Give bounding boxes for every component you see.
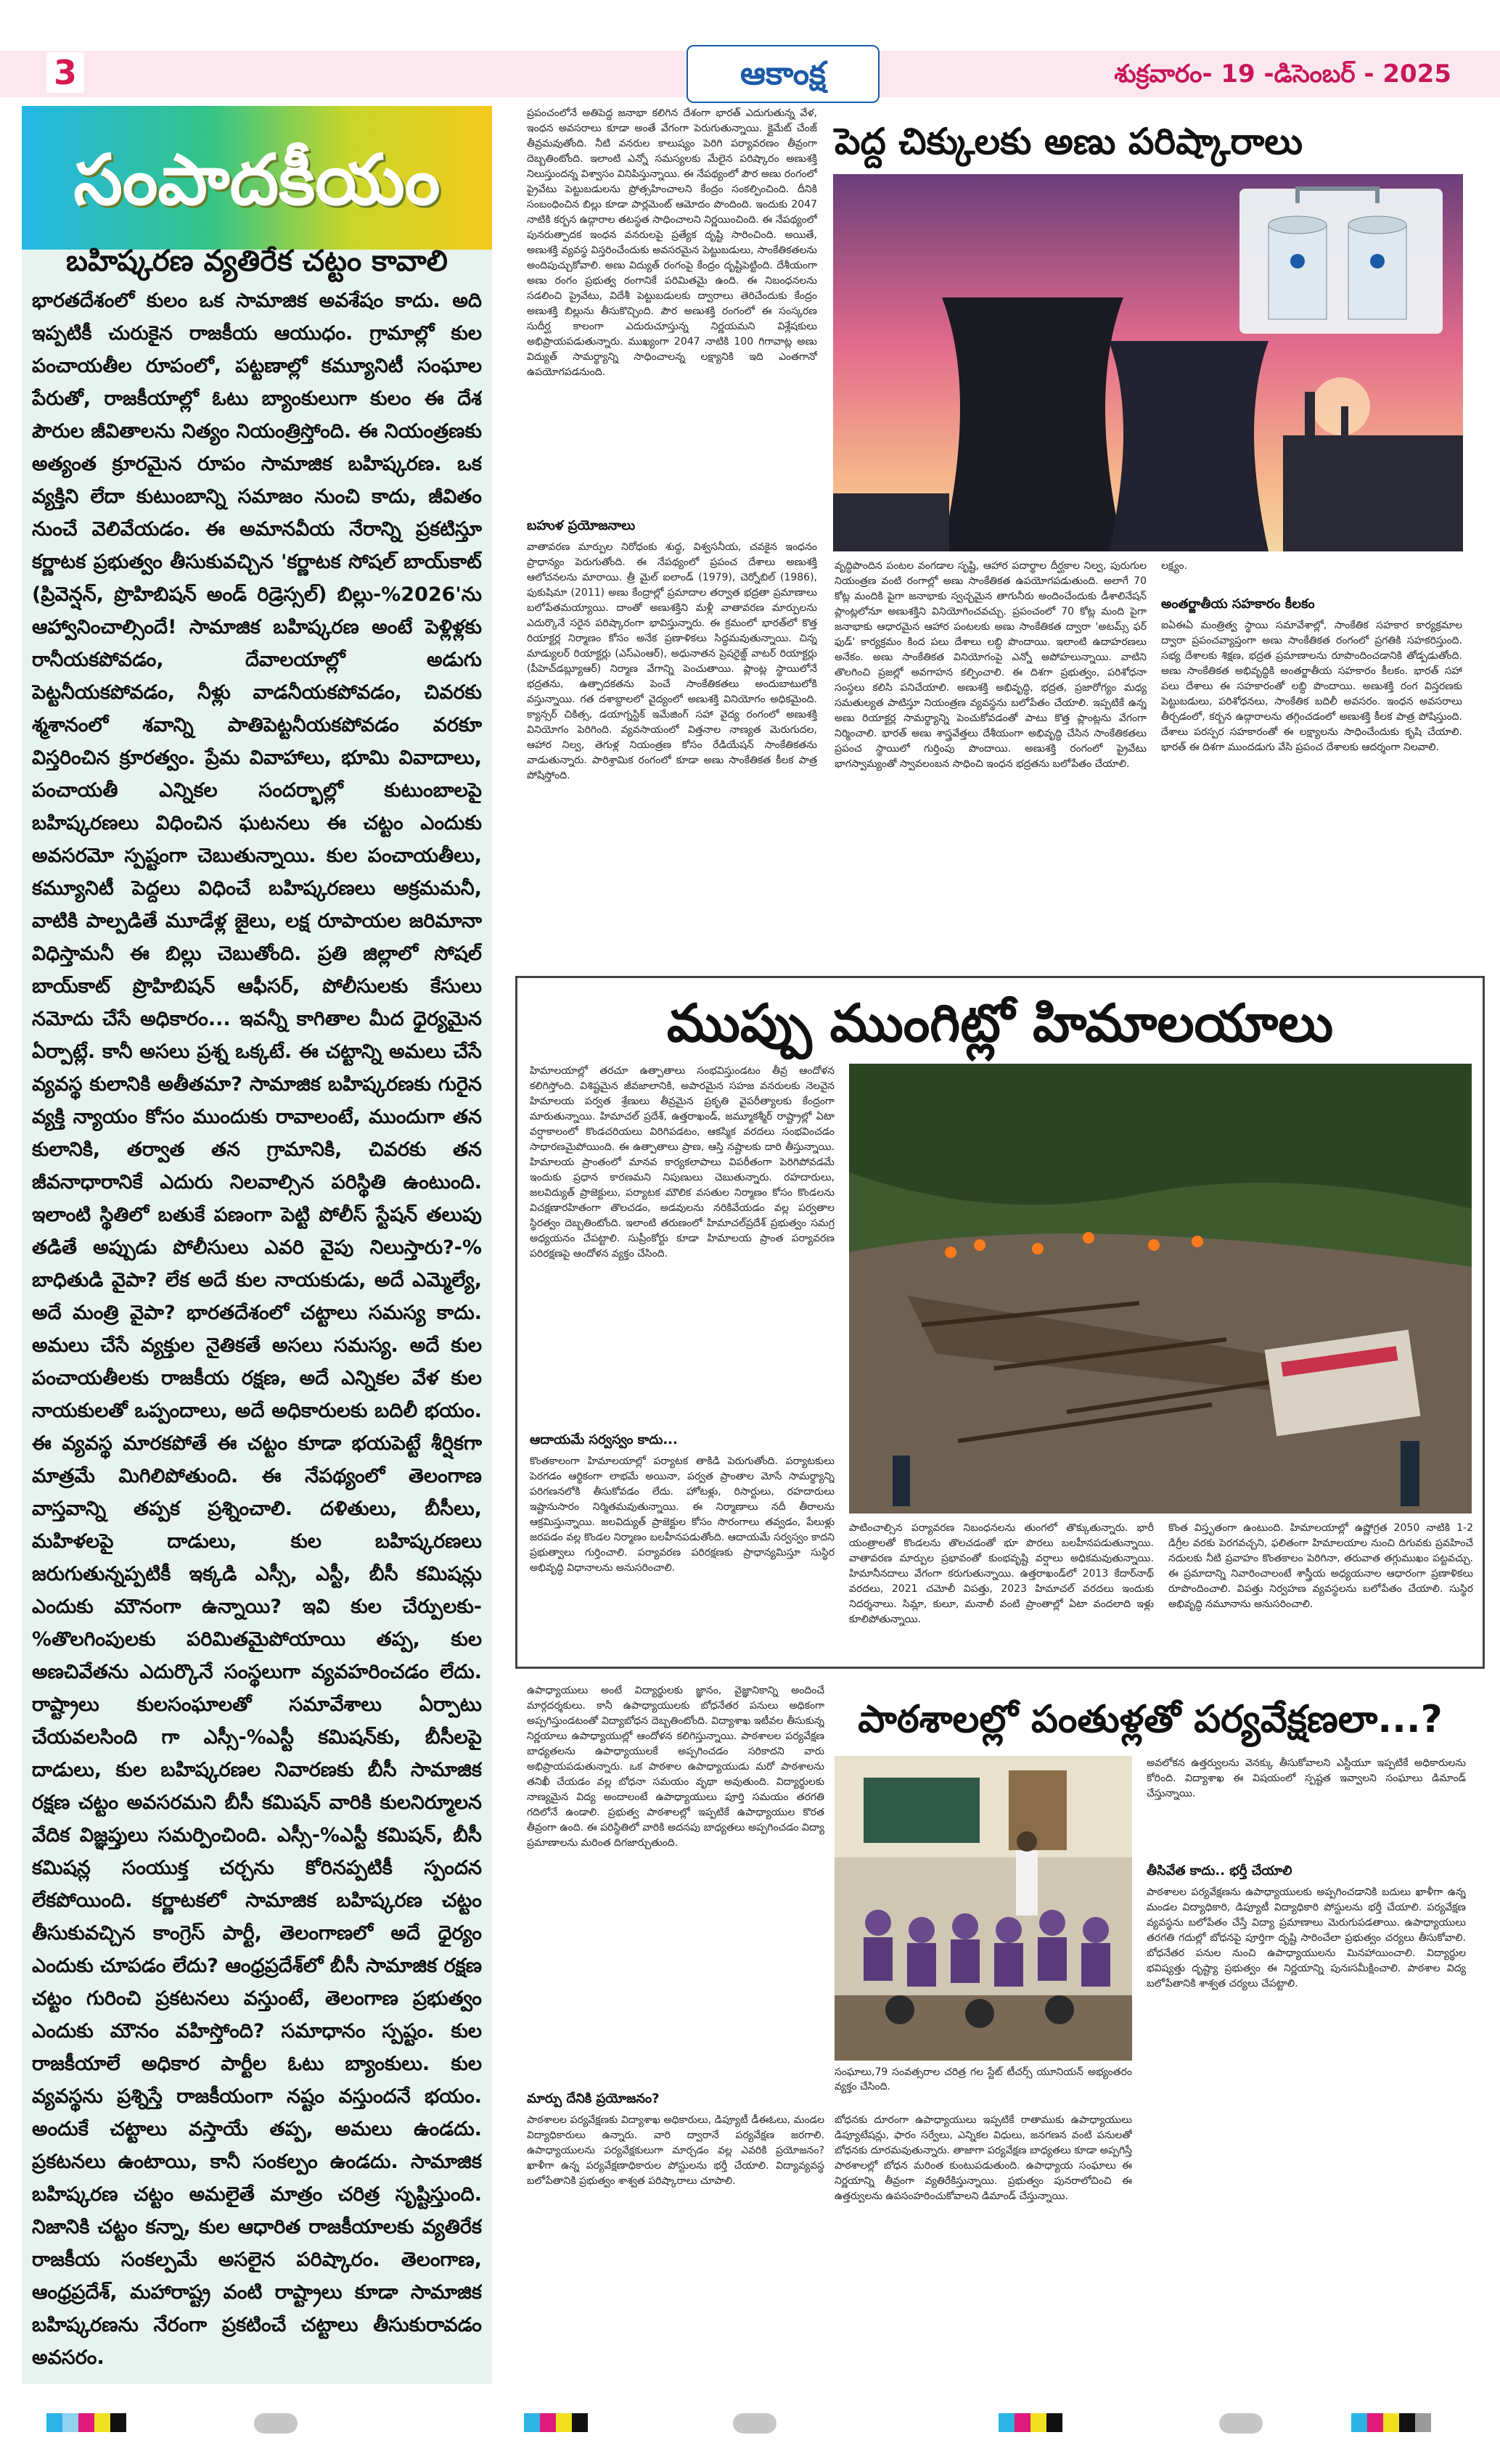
masthead-logo: ఆకాంక్ష (687, 45, 880, 103)
article3-body-right-top: అవలోకన ఉత్తర్వులను వెనక్కు తీసుకోవాలని ఎస్టీయూ ఇప్పటికే అధికారులను కోరింది. విద్యాశాఖ ఈ విషయంలో స్పష్టత ఇవ్వాలని సంఘాలు డిమాండ్ చేస్తున్నాయి. (1147, 1757, 1466, 1799)
print-mark (94, 2413, 110, 2432)
editorial-banner-title: సంపాదకీయం (73, 139, 440, 221)
article2-body-mid: పాటించాల్సిన పర్యావరణ నిబంధనలను తుంగలో తొక్కుతున్నారు. భారీ యంత్రాలతో కొండలను తొలచడంతో భూ పొరలు బలహీనపడుతున్నాయి. వాతావరణ మార్పుల ప్రభావంతో కుంభవృష్టి వర్షాలు అధికమవుతున్నాయి. హిమానీనదాలు వేగంగా కరుగుతున్నాయి. ఉత్తరాఖండ్‌లో 2013 కేదార్‌నాథ్ వరదలు, 2021 చమోలీ విపత్తు, 2023 హిమాచల్ వరదలు ఇందుకు నిదర్శనాలు. సిమ్లా, కులూ, మనాలీ వంటి ప్రాంతాల్లో ఏటా వందలాది ఇళ్లు కూలిపోతున్నాయి. (849, 1522, 1154, 1625)
print-mark (540, 2413, 556, 2432)
article2-headline: ముప్పు ముంగిట్లో హిమాలయాలు (666, 993, 1334, 1054)
print-oval (1219, 2413, 1263, 2434)
article1-photo-nuclear-plant (833, 174, 1463, 551)
article1-subhead-right: అంతర్జాతీయ సహకారం కీలకం (1161, 596, 1315, 612)
print-oval (733, 2413, 776, 2434)
article2-photo-landslide (849, 1064, 1472, 1514)
article3-body-left: ఉపాధ్యాయులు అంటే విద్యార్థులకు జ్ఞానం, వైజ్ఞానికాన్ని అందించే మార్గదర్శకులు. కానీ ఉపాధ్యాయులకు బోధనేతర పనులు అధికంగా అప్పగిస్తుండటంతో విద్యాబోధన దెబ్బతింటోంది. విద్యాశాఖ ఇటీవల తీసుకున్న నిర్ణయాలు ఉపాధ్యాయుల్లో ఆందోళన కలిగిస్తున్నాయి. పాఠశాలల పర్యవేక్షణ బాధ్యతలను ఉపాధ్యాయులకే అప్పగించడం సరికాదని వారు అభిప్రాయపడుతున్నారు. ఒక పాఠశాల ఉపాధ్యాయుడు మరో పాఠశాలను తనిఖీ చేయడం వల్ల బోధనా సమయం వృథా అవుతుంది. విద్యార్థులకు నాణ్యమైన విద్య అందాలంటే ఉపాధ్యాయులు పూర్తి సమయం తరగతి గదిలోనే ఉండాలి. ప్రభుత్వ పాఠశాలల్లో ఇప్పటికే ఉపాధ్యాయుల కొరత తీవ్రంగా ఉంది. ఈ పరిస్థితిలో వారికి అదనపు బాధ్యతలు అప్పగించడం విద్యా ప్రమాణాలను మరింత దిగజార్చుతుంది. (527, 1685, 824, 1849)
print-mark (110, 2413, 126, 2432)
article1-body-mid: వృద్ధిపొందిన పంటల వంగడాల సృష్టి, ఆహార పదార్థాల దీర్ఘకాల నిల్వ, పురుగుల నియంత్రణ వంటి రంగాల్లో అణు సాంకేతికత ఉపయోగపడుతుంది. అలాగే 70 కోట్ల మందికి పైగా జనాభాకు స్వచ్ఛమైన తాగునీరు అందించేందుకు డీశాలినేషన్ ప్లాంట్లలోనూ అణుశక్తిని వినియోగించవచ్చు. ప్రపంచంలో 70 కోట్ల మంది పైగా జనాభాకు ఆధారమైన ఆహార పంటలకు అణు సాంకేతికత ద్వారా 'అటమ్స్ ఫర్ ఫుడ్' కార్యక్రమం కింద పలు దేశాలు లబ్ధి పొందాయి. ఇలాంటి ఉదాహరణలు అనేకం. అణు సాంకేతికత వినియోగంపై ఎన్నో అపోహలున్నాయి. వాటిని తొలగించి ప్రజల్లో అవగాహన కల్పించాలి. ఈ దిశగా ప్రభుత్వం, పరిశోధనా సంస్థలు కలిసి పనిచేయాలి. అణుశక్తి అభివృద్ధి, భద్రత, ప్రజారోగ్యం మధ్య సమతుల్యత పాటిస్తూ నియంత్రణ వ్యవస్థను బలోపేతం చేయాలి. ఇప్పటికే ఉన్న అణు రియాక్టర్ల సామర్థ్యాన్ని పెంచుకోవడంతో పాటు కొత్త ప్లాంట్లను వేగంగా నిర్మించాలి. భారత్ అణు శాస్త్రవేత్తలు దేశీయంగా అభివృద్ధి చేసిన సాంకేతికతలు ప్రపంచ స్థాయిలో గుర్తింపు పొందాయి. అణుశక్తి రంగంలో ప్రైవేటు భాగస్వామ్యంతో స్వావలంబన సాధించి ఇంధన భద్రతను బలోపేతం చేయాలి. (835, 560, 1147, 770)
article3-headline: పాఠశాలల్లో పంతుళ్లతో పర్యవేక్షణలా...? (858, 1698, 1443, 1741)
article2-subhead-left: ఆదాయమే సర్వస్వం కాదు... (530, 1432, 678, 1447)
article1-body-left-2: వాతావరణ మార్పుల నిరోధంకు శుద్ధ, విశ్వసనీయ, చవకైన ఇంధనం ప్రాధాన్యం పెరుగుతోంది. ఈ నేపథ్యంలో ప్రపంచ దేశాలు అణుశక్తి ఆలోచనలను మారాయి. త్రీ మైల్ ఐలాండ్ (1979), చెర్నోబిల్ (1986), ఫుకుషిమా (2011) అణు కేంద్రాల్లో ప్రమాదాల తర్వాత భద్రతా ప్రమాణాలు బలోపేతమయ్యాయి. దాంతో అణుశక్తిని మళ్లీ వాతావరణ మార్పులను ఎదుర్కొనే సరైన పరిష్కారంగా భావిస్తున్నారు. ఈ క్రమంలో భారత్‌లో కొత్త రియాక్టర్ల నిర్మాణం కోసం అనేక ప్రణాళికలు సిద్ధమవుతున్నాయి. చిన్న మాడ్యులర్ రియాక్టర్లు (ఎస్ఎంఆర్), అధునాతన ప్రెషరైజ్డ్ వాటర్ రియాక్టర్లు (పీహెచ్‌డబ్ల్యూఆర్) నిర్మాణ వేగాన్ని పెంచుతాయి. ప్లాంట్ల స్థాయిలోనే భద్రతను, ఉత్పాదకతను పెంచే సాంకేతికతలు అందుబాటులోకి వస్తున్నాయి. గత దశాబ్దాలలో వైద్యంలో అణుశక్తి వినియోగం అధికమైంది. క్యాన్సర్ చికిత్స, డయాగ్నస్టిక్ ఇమేజింగ్ సహా వైద్య రంగంలో అణుశక్తి వినియోగం పెరిగింది. వ్యవసాయంలో విత్తనాల నాణ్యత మెరుగుదల, ఆహార నిల్వ, తెగుళ్ల నియంత్రణ కోసం రేడియేషన్ సాంకేతికతను వాడుతున్నారు. పారిశ్రామిక రంగంలో కూడా అణు సాంకేతికత కీలక పాత్ర పోషిస్తోంది. (527, 541, 817, 781)
print-mark (572, 2413, 588, 2432)
article1-body-left: ప్రపంచంలోనే అతిపెద్ద జనాభా కలిగిన దేశంగా భారత్ ఎదుగుతున్న వేళ, ఇంధన అవసరాలు కూడా అంతే వేగంగా పెరుగుతున్నాయి. క్లైమేట్ చేంజ్ తీవ్రమవుతోంది. నీటి వనరుల కాలుష్యం పెరిగి పర్యావరణం తీవ్రంగా దెబ్బతింటోంది. ఇలాంటి ఎన్నో సమస్యలకు మేలైన పరిష్కారం అణుశక్తి నిలుస్తుందన్న విశ్వాసం వినిపిస్తున్నాయి. ఈ నేపథ్యంలో పౌర అణు రంగంలో ప్రైవేటు పెట్టుబడులను ప్రోత్సహించాలని కేంద్రం సంకల్పించింది. దీనికి సంబంధించిన బిల్లు కూడా పార్లమెంట్ ఆమోదం పొందింది. ఇందుకు 2047 నాటికి కర్బన ఉద్గారాల తటస్థత సాధించాలని నిర్ణయించింది. ఈ నేపథ్యంలో పునరుత్పాదక ఇంధన వనరులపై ప్రత్యేక దృష్టి సారించింది. అయితే, అణుశక్తి వ్యవస్థ విస్తరించేందుకు అవసరమైన పెట్టుబడులు, సాంకేతికతలను అందిపుచ్చుకోవాలి. అణు విద్యుత్ రంగంపై కేంద్రం దృష్టిపెట్టింది. దేశీయంగా అణు రంగం ప్రభుత్వ రంగానికే పరిమితమై ఉంది. ఈ నిబంధనలను సడలించి ప్రైవేటు, విదేశీ పెట్టుబడులకు ద్వారాలు తెరిచేందుకు కేంద్రం అణుశక్తి బిల్లును తీసుకొచ్చింది. పౌర అణుశక్తి రంగంలో ఈ సంస్కరణ సుదీర్ఘ కాలంగా ఎదురుచూస్తున్న నిర్ణయమని విశ్లేషకులు అభిప్రాయపడుతున్నారు. ముఖ్యంగా 2047 నాటికి 100 గిగావాట్ల అణు విద్యుత్ సామర్థ్యాన్ని సాధించాలన్న లక్ష్యానికి ఇది ఎంతగానో ఉపయోగపడనుంది. (527, 107, 817, 378)
print-mark (556, 2413, 572, 2432)
print-mark (999, 2413, 1015, 2432)
article3-subhead-right: తీసివేత కాదు.. భర్తీ చేయాలి (1147, 1863, 1292, 1878)
editorial-subhead: బహిష్కరణ వ్యతిరేక చట్టం కావాలి (66, 245, 448, 278)
print-oval (254, 2413, 298, 2434)
dateline: శుక్రవారం- 19 -డిసెంబర్ - 2025 (1114, 59, 1451, 89)
article3-photo-classroom (835, 1756, 1132, 2061)
editorial-body: భారతదేశంలో కులం ఒక సామాజిక అవశేషం కాదు. అది ఇప్పటికీ చురుకైన రాజకీయ ఆయుధం. గ్రామాల్లో కుల పంచాయతీల రూపంలో, పట్టణాల్లో కమ్యూనిటీ సంఘాల పేరుతో, రాజకీయాల్లో ఓటు బ్యాంకులుగా కులం ఈ దేశ పౌరుల జీవితాలను నిత్యం నియంత్రిస్తోంది. ఈ నియంత్రణకు అత్యంత క్రూరమైన రూపం సామాజిక బహిష్కరణ. ఒక వ్యక్తిని లేదా కుటుంబాన్ని సమాజం నుంచి కాదు, జీవితం నుంచే వెలివేయడం. ఈ అమానవీయ నేరాన్ని ప్రకటిస్తూ కర్ణాటక ప్రభుత్వం తీసుకువచ్చిన 'కర్ణాటక సోషల్ బాయ్‌కాట్ (ప్రివెన్షన్, ప్రొహిబిషన్ అండ్ రిడ్రెస్సల్) బిల్లు-%2026'ను ఆహ్వానించాల్సిందే! సామాజిక బహిష్కరణ అంటే పెళ్లిళ్లకు రానీయకపోవడం, దేవాలయాల్లో అడుగు పెట్టనీయకపోవడం, నీళ్లు వాడనీయకపోవడం, చివరకు శ్మశానంలో శవాన్ని పాతిపెట్టనీయకపోవడం వరకూ విస్తరించిన క్రూరత్వం. ప్రేమ వివాహాలు, భూమి వివాదాలు, పంచాయతీ ఎన్నికల సందర్భాల్లో కుటుంబాలపై బహిష్కరణలు విధించిన ఘటనలు ఈ చట్టం ఎందుకు అవసరమో స్పష్టంగా చెబుతున్నాయి. కుల పంచాయతీలు, కమ్యూనిటీ పెద్దలు విధించే బహిష్కరణలు అక్రమమనీ, వాటికి పాల్పడితే మూడేళ్ల జైలు, లక్ష రూపాయల జరిమానా విధిస్తామనీ ఈ బిల్లు చెబుతోంది. ప్రతి జిల్లాలో సోషల్ బాయ్‌కాట్ ప్రొహిబిషన్ ఆఫీసర్, పోలీసులకు కేసులు నమోదు చేసే అధికారం... ఇవన్నీ కాగితాల మీద ధైర్యమైన ఏర్పాట్లే. కానీ అసలు ప్రశ్న ఒక్కటే. ఈ చట్టాన్ని అమలు చేసే వ్యవస్థ కులానికి అతీతమా? సామాజిక బహిష్కరణకు గురైన వ్యక్తి న్యాయం కోసం ముందుకు రావాలంటే, ముందుగా తన కులానికి, తర్వాత తన గ్రామానికి, చివరకు తన జీవనాధారానికే ఎదురు నిలవాల్సిన పరిస్థితి ఉంటుంది. ఇలాంటి స్థితిలో బతుకే పణంగా పెట్టి పోలీస్ స్టేషన్ తలుపు తడితే అప్పుడు పోలీసులు ఎవరి వైపు నిలుస్తారు?-% బాధితుడి వైపా? లేక అదే కుల నాయకుడు, అదే ఎమ్మెల్యే, అదే మంత్రి వైపా? భారతదేశంలో చట్టాలు సమస్య కాదు. అమలు చేసే వ్యక్తుల నైతికతే అసలు సమస్య. అదే కుల పంచాయతీలకు రాజకీయ రక్షణ, అదే ఎన్నికల వేళ కుల నాయకులతో ఒప్పందాలు, అదే అధికారులకు బదిలీ భయం. ఈ వ్యవస్థ మారకపోతే ఈ చట్టం కూడా భయపెట్టే శీర్షికగా మాత్రమే మిగిలిపోతుంది. ఈ నేపథ్యంలో తెలంగాణ వాస్తవాన్ని తప్పక ప్రశ్నించాలి. దళితులు, బీసీలు, మహిళలపై దాడులు, కుల బహిష్కరణలు జరుగుతున్నప్పటికీ ఇక్కడి ఎస్సీ, ఎస్టీ, బీసీ కమిషన్లు ఎందుకు మౌనంగా ఉన్నాయి? ఇవి కుల చేర్పులకు-%తొలగింపులకు పరిమితమైపోయాయి తప్ప, కుల అణచివేతను ఎదుర్కొనే సంస్థలుగా వ్యవహరించడం లేదు. రాష్ట్రాలు కులసంఘాలతో సమావేశాలు ఏర్పాటు చేయవలసింది గా ఎస్సీ-%ఎస్టీ కమిషన్‌కు, బీసీలపై దాడులు, కుల బహిష్కరణల నివారణకు బీసీ సామాజిక రక్షణ చట్టం అవసరమని బీసీ కమిషన్ వారికి కులనిర్మూలన వేదిక విజ్ఞప్తులు సమర్పించింది. ఎస్సీ-%ఎస్టీ కమిషన్, బీసీ కమిషన్ల సంయుక్త చర్చను కోరినప్పటికీ స్పందన లేకపోయింది. కర్ణాటకలో సామాజిక బహిష్కరణ చట్టం తీసుకువచ్చిన కాంగ్రెస్ పార్టీ, తెలంగాణలో అదే ధైర్యం ఎందుకు చూపడం లేదు? ఆంధ్రప్రదేశ్‌లో బీసీ సామాజిక రక్షణ చట్టం గురించి ప్రకటనలు వస్తుంటే, తెలంగాణ ప్రభుత్వం ఎందుకు మౌనం వహిస్తోంది? సమాధానం స్పష్టం. కుల రాజకీయాలే అధికార పార్టీల ఓటు బ్యాంకులు. కుల వ్యవస్థను ప్రశ్నిస్తే రాజకీయంగా నష్టం వస్తుందనే భయం. అందుకే చట్టాలు వస్తాయే తప్ప, అమలు ఉండదు. ప్రకటనలు ఉంటాయి, కానీ సంకల్పం ఉండదు. సామాజిక బహిష్కరణ చట్టం అమలైతే మాత్రం చరిత్ర సృష్టిస్తుంది. నిజానికి చట్టం కన్నా, కుల ఆధారిత రాజకీయాలకు వ్యతిరేక రాజకీయ సంకల్పమే అసలైన పరిష్కారం. తెలంగాణ, ఆంధ్రప్రదేశ్, మహారాష్ట్ర వంటి రాష్ట్రాలు కూడా సామాజిక బహిష్కరణను నేరంగా ప్రకటించే చట్టాలు తీసుకురావడం అవసరం. (32, 289, 482, 2369)
print-mark (1030, 2413, 1046, 2432)
print-mark (1046, 2413, 1062, 2432)
article3-body-left-2: పాఠశాలల పర్యవేక్షణకు విద్యాశాఖ అధికారులు, డిప్యూటీ డీఈఓలు, మండల విద్యాధికారులు ఉన్నారు. వారి ద్వారానే పర్యవేక్షణ జరగాలి. ఉపాధ్యాయులను పర్యవేక్షకులుగా మార్చడం వల్ల ఎవరికి ప్రయోజనం? ఖాళీగా ఉన్న పర్యవేక్షణాధికారుల పోస్టులను భర్తీ చేయాలి. విద్యావ్యవస్థ బలోపేతానికి ప్రభుత్వం శాశ్వత పరిష్కారాలు చూపాలి. (527, 2114, 824, 2187)
print-mark (62, 2413, 78, 2432)
print-mark (1399, 2413, 1415, 2432)
article1-headline: పెద్ద చిక్కులకు అణు పరిష్కారాలు (835, 120, 1303, 163)
article3-body-mid: బోధనకు దూరంగా ఉపాధ్యాయులు ఇప్పటికే రాతాముకు ఉపాధ్యాయులు డిప్యూటేషన్లు, ఫారం సర్వేలు, ఎన్నికల విధులు, జనగణన వంటి పనులతో బోధనకు దూరమవుతున్నారు. తాజాగా పర్యవేక్షణ బాధ్యతలు కూడా అప్పగిస్తే పాఠశాలల్లో బోధన మరింత కుంటుపడుతుంది. ఉపాధ్యాయ సంఘాలు ఈ నిర్ణయాన్ని తీవ్రంగా వ్యతిరేకిస్తున్నాయి. ప్రభుత్వం పునరాలోచించి ఈ ఉత్తర్వులను ఉపసంహరించుకోవాలని డిమాండ్ చేస్తున్నాయి. (835, 2114, 1132, 2202)
print-mark (1351, 2413, 1367, 2432)
print-mark (524, 2413, 540, 2432)
article3-body-right: పాఠశాలల పర్యవేక్షణను ఉపాధ్యాయులకు అప్పగించడానికి బదులు ఖాళీగా ఉన్న మండల విద్యాధికారి, డిప్యూటీ విద్యాధికారి పోస్టులను భర్తీ చేయాలి. పర్యవేక్షణ వ్యవస్థను బలోపేతం చేస్తే విద్యా ప్రమాణాలు మెరుగుపడతాయి. ఉపాధ్యాయులు తరగతి గదుల్లో బోధనపై పూర్తిగా దృష్టి సారించేలా ప్రభుత్వం చర్యలు తీసుకోవాలి. బోధనేతర పనుల నుంచి ఉపాధ్యాయులను మినహాయించాలి. విద్యార్థుల భవిష్యత్తు దృష్ట్యా ప్రభుత్వం ఈ నిర్ణయాన్ని పునఃసమీక్షించాలి. పాఠశాల విద్య బలోపేతానికి శాశ్వత చర్యలు చేపట్టాలి. (1147, 1886, 1466, 1989)
article1-body-right: ఐఏఈఏ మంత్రిత్వ స్థాయి సమావేశాల్లో, సాంకేతిక సహకార కార్యక్రమాల ద్వారా ప్రపంచవ్యాప్తంగా అణు సాంకేతికత రంగంలో ప్రగతికి సహకరిస్తుంది. సభ్య దేశాలకు శిక్షణ, భద్రత ప్రమాణాలను రూపొందించడానికి తోడ్పడుతోంది. అణు సాంకేతికత అభివృద్ధికి అంతర్జాతీయ సహకారం కీలకం. భారత్ సహా పలు దేశాలు ఈ సహకారంతో లబ్ధి పొందాయి. అణుశక్తి రంగ విస్తరణకు పెట్టుబడులు, పరిశోధనలు, సాంకేతిక బదిలీ అవసరం. ఇంధన అవసరాలు తీర్చడంలో, కర్బన ఉద్గారాలను తగ్గించడంలో అణుశక్తి కీలక పాత్ర పోషిస్తుంది. దేశాలు పరస్పర సహకారంతో ఈ లక్ష్యాలను సాధించేందుకు కృషి చేయాలి. భారత్ ఈ దిశగా ముందడుగు వేసి ప్రపంచ దేశాలకు ఆదర్శంగా నిలవాలి. (1161, 620, 1462, 753)
article2-body-left: హిమాలయాల్లో తరచూ ఉత్పాతాలు సంభవిస్తుండటం తీవ్ర ఆందోళన కలిగిస్తోంది. విశిష్టమైన జీవజాలానికి, అపారమైన సహజ వనరులకు నెలవైన హిమాలయ పర్వత శ్రేణులు తీవ్రమైన ప్రకృతి వైపరీత్యాలకు కేంద్రంగా మారుతున్నాయి. హిమాచల్ ప్రదేశ్, ఉత్తరాఖండ్, జమ్మూకశ్మీర్ రాష్ట్రాల్లో ఏటా వర్షాకాలంలో కొండచరియలు విరిగిపడటం, ఆకస్మిక వరదలు సంభవించడం సాధారణమైపోయింది. ఈ ఉత్పాతాలు ప్రాణ, ఆస్తి నష్టాలకు దారి తీస్తున్నాయి. హిమాలయ ప్రాంతంలో మానవ కార్యకలాపాలు విపరీతంగా పెరిగిపోవడమే ఇందుకు ప్రధాన కారణమని నిపుణులు చెబుతున్నారు. రహదారులు, జలవిద్యుత్ ప్రాజెక్టులు, పర్యాటక మౌలిక వసతుల నిర్మాణం కోసం కొండలను విచక్షణారహితంగా తొలచడం, అడవులను నరికివేయడం వల్ల పర్వతాల స్థిరత్వం దెబ్బతింటోంది. ఇలాంటి తరుణంలో హిమాచల్‌ప్రదేశ్ ప్రభుత్వం సమగ్ర అధ్యయనం చేపట్టాలి. సుప్రీంకోర్టు కూడా హిమాలయ ప్రాంత పర్యావరణ పరిరక్షణపై ఆందోళన వ్యక్తం చేసింది. (530, 1065, 835, 1260)
print-mark (1415, 2413, 1431, 2432)
print-mark (1367, 2413, 1383, 2432)
article1-subhead-left: బహుళ ప్రయోజనాలు (527, 518, 636, 533)
print-mark (1383, 2413, 1399, 2432)
article3-photo-caption: సంఘాలు,79 సంవత్సరాల చరిత్ర గల స్టేట్ టీచర్స్ యూనియన్ అభ్యంతరం వ్యక్తం చేసింది. (835, 2066, 1132, 2093)
print-mark (1015, 2413, 1030, 2432)
article2-body-left-2: కొంతకాలంగా హిమాలయాల్లో పర్యాటక తాకిడి పెరుగుతోంది. పర్యాటకులు పెరగడం ఆర్థికంగా లాభమే అయినా, పర్వత ప్రాంతాల మోసే సామర్థ్యాన్ని పరిగణనలోకి తీసుకోవడం లేదు. హోటళ్లు, రిసార్టులు, రహదారులు ఇష్టానుసారం నిర్మితమవుతున్నాయి. ఈ నిర్మాణాలు నదీ తీరాలను ఆక్రమిస్తున్నాయి. జలవిద్యుత్ ప్రాజెక్టుల కోసం సొరంగాలు తవ్వడం, పేలుళ్లు జరపడం వల్ల కొండల నిర్మాణం బలహీనపడుతోంది. ఆదాయమే సర్వస్వం కాదని ప్రభుత్వాలు గుర్తించాలి. పర్యావరణ పరిరక్షణకు ప్రాధాన్యమిస్తూ సుస్థిర అభివృద్ధి విధానాలను అనుసరించాలి. (530, 1455, 835, 1574)
article2-body-right: కొంత విస్తృతంగా ఉంటుంది. హిమాలయాల్లో ఉష్ణోగ్రత 2050 నాటికి 1-2 డిగ్రీల వరకు పెరగవచ్చని, ఫలితంగా హిమాలయాల నుంచి దిగువకు ప్రవహించే నదులకు నీటి ప్రవాహం కొంతకాలం పెరిగినా, తరువాత తగ్గుముఖం పట్టవచ్చు. ఈ ప్రమాదాన్ని నివారించాలంటే శాస్త్రీయ అధ్యయనాల ఆధారంగా ప్రణాళికలు రూపొందించాలి. విపత్తు నిర్వహణ వ్యవస్థలను బలోపేతం చేయాలి. సుస్థిర అభివృద్ధి నమూనాను అనుసరించాలి. (1168, 1522, 1473, 1610)
print-mark (46, 2413, 62, 2432)
page-number: 3 (46, 52, 84, 93)
print-mark (78, 2413, 94, 2432)
article1-body-right-top: లక్ష్యం. (1161, 560, 1188, 572)
article3-subhead-left: మార్పు దేనికి ప్రయోజనం? (527, 2091, 660, 2106)
